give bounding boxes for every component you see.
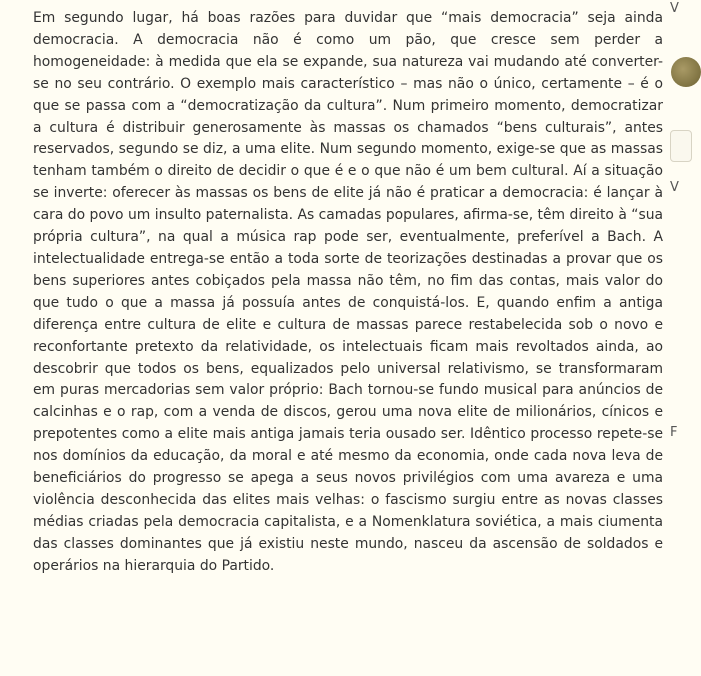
sidebar-glyph-mid: V [670, 180, 679, 195]
sidebar-glyph-bottom: F [670, 425, 678, 440]
article-paragraph: Em segundo lugar, há boas razões para duvidar que “mais democracia” seja ainda democracia. A democracia não é como um pão, que cresce sem perder a homogeneidade: à medida que ela se expande, sua natureza vai mudando até converter-se no seu contrário. O exemplo mais característico – mas não o único, certamente – é o que se passa com a “democratização da cultura”. Num primeiro momento, democratizar a cultura é distribuir generosamente às massas os chamados “bens culturais”, antes reservados, segundo se diz, a uma elite. Num segundo momento, exige-se que as massas tenham também o direito de decidir o que é e o que não é um bem cultural. Aí a situação se inverte: oferecer às massas os bens de elite já não é praticar a democracia: é lançar à cara do povo um insulto paternalista. As camadas populares, afirma-se, têm direito à “sua própria cultura”, na qual a música rap pode ser, eventualmente, preferível a Bach. A intelectualidade entrega-se então a toda sorte de teorizações destinadas a provar que os bens superiores antes cobiçados pela massa não têm, no fim das contas, mais valor do que tudo o que a massa já possuía antes de conquistá-los. E, quando enfim a antiga diferença entre cultura de elite e cultura de massas parece restabelecida sob o novo e reconfortante pretexto da relatividade, os intelectuais ficam mais revoltados ainda, ao descobrir que todos os bens, equalizados pelo universal relativismo, se transformaram em puras mercadorias sem valor próprio: Bach tornou-se fundo musical para anúncios de calcinhas e o rap, com a venda de discos, gerou uma nova elite de milionários, cínicos e prepotentes como a elite mais antiga jamais teria ousado ser. Idêntico processo repete-se nos domínios da educação, da moral e até mesmo da economia, onde cada nova leva de beneficiários do progresso se apega a seus novos privilégios com uma avareza e uma violência desconhecida das elites mais velhas: o fascismo surgiu entre as novas classes médias criadas pela democracia capitalista, e a Nomenklatura soviética, a mais ciumenta das classes dominantes que já existiu neste mundo, nasceu da ascensão de soldados e operários na hierarquia do Partido. [33, 10, 664, 574]
avatar[interactable] [671, 57, 701, 87]
sidebar-glyph-top: V [670, 1, 679, 16]
sidebar-edge [666, 0, 679, 676]
sidebar-widget-box[interactable] [670, 130, 692, 162]
